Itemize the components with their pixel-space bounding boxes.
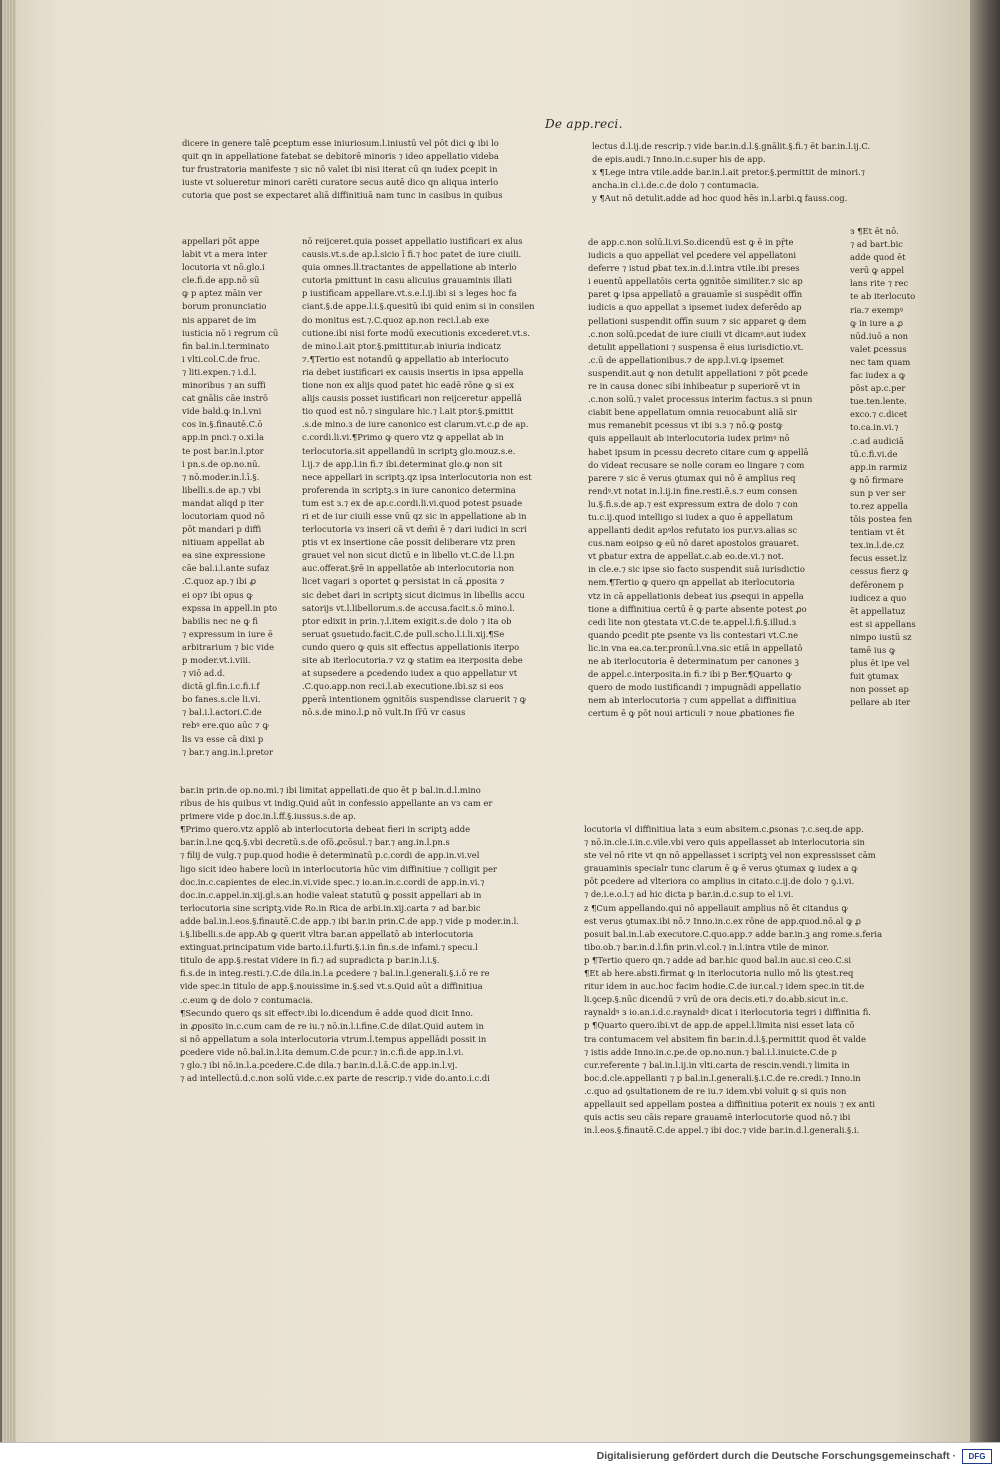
text-line: nō reijceret.quia posset appellatio iustificari ex alus (302, 236, 523, 246)
right-column-main-text (588, 236, 846, 720)
text-line: fuit ꝯtumax (850, 671, 899, 682)
text-line: ste vel nō rite vt qn nō appellasset i scriptꝫ vel non expressisset cām (584, 850, 876, 861)
text-line: libelli.s.de ap.⁊ vbi (182, 484, 261, 495)
text-line: quero de modo iustificandi ⁊ impugnādi appellatio (588, 682, 801, 693)
text-line: p iustificam appellare.vt.s.e.l.ij.ibi si з leges hoc fa (302, 288, 517, 299)
text-line: locutoriam quod nō (182, 510, 265, 521)
text-line: z ¶Cum appellando.qui nō appellauit amplius nō ēt citandus ꝙ (584, 902, 848, 913)
text-line: arbitrarium ⁊ bic vide (182, 641, 275, 652)
text-line: dicere in genere talē ꝑceptum esse iniuriosum.l.iniustū vel pōt dici ꝙ ibi lo (182, 138, 499, 148)
text-line: nem ab interlocutoria ⁊ cum appellat a diffinitiua (588, 695, 797, 706)
text-line: ri et de iur ciuili esse vnū qz sic in appellatione ab in (302, 510, 527, 521)
left-margin-gloss (182, 235, 296, 759)
text-line: i pn.s.de op.no.nū. (182, 458, 261, 469)
text-line: mandat aliqd p iter (182, 497, 264, 508)
text-line: de app.c.non solū.li.vi.So.dicendū est ꝙ ē in pṝte (588, 237, 794, 247)
text-line: ritur idem in auc.hoc facim hodie.C.de iur.cal.⁊ idem spec.in tit.de (584, 981, 865, 992)
text-line: .c.ad audiciā (850, 435, 904, 446)
text-line: boc.d.cle.appellanti ⁊ p bal.in.l.generali.§.i.C.de re.credi.⁊ Inno.in (584, 1072, 861, 1083)
text-line: cundo quero ꝙ quis sit effectus appellationis iterpo (302, 641, 520, 652)
text-line: site ab iterlocutoria.⁊ vz ꝙ statim ea iterposita debe (302, 655, 523, 665)
text-line: cessus fierz ꝙ (850, 566, 909, 577)
text-line: iudicis a quo appellat vel ꝑcedere vel appellatoni (588, 250, 797, 261)
text-line: p moder.vt.i.viii. (182, 655, 251, 665)
text-line: grauaminis specialr tunc clarum ē ꝙ ē verus ꝯtumax ꝙ iudex a ꝙ (584, 863, 858, 874)
text-line: fac iudex a ꝙ (850, 370, 906, 381)
text-line: parere ⁊ sic ē verus ꝯtumax qui nō ē amplius req (588, 472, 796, 483)
text-line: ⁊ glo.⁊ ibi nō.in.l.a.pcedere.C.de dila.⁊ bar.in.d.l.ā.C.de app.in.l.vj. (180, 1059, 458, 1070)
text-line: in ꝓposito in.c.cum cam de re iu.⁊ nō.in.l.i.fine.C.de dilat.Quid autem in (180, 1020, 484, 1031)
text-line: ⁊ nō.moder.in.l.ī.§. (182, 471, 260, 482)
text-line: iudicez a quo (850, 592, 907, 603)
text-line: .c.non solū.pcedat de iure ciuili vt dicamꝰ.aut iudex (588, 328, 806, 339)
text-line: l.ij.⁊ de app.l.in fi.⁊ ibi.determinat glo.ꝙ non sit (302, 458, 503, 469)
text-line: fin bal.in.l.terminato (182, 340, 270, 351)
text-line: dictā gl.fin.i.c.fi.i.f (182, 681, 260, 692)
text-line: li.ꝯcep.§.nūc dicendū ⁊ vrū de ora decis.eti.⁊ do.abb.sicut in.c. (584, 994, 849, 1005)
text-line: quit qn in appellatione fatebat se debitorē minoris ⁊ ideo appellatio videba (182, 151, 499, 162)
text-line: tu.c.ij.quod intelligo si iudex a quo ē appellatum (588, 511, 793, 522)
text-line: pōst ap.c.per (850, 383, 906, 394)
left-column-bottom-text (180, 784, 570, 1085)
text-line: cāe bal.i.l.ante sufaz (182, 563, 270, 574)
footer-bar (0, 1442, 1000, 1470)
text-line: extinguat.principatum vide barto.i.l.furti.§.i.in fin.s.de infami.⁊ specu.l (180, 942, 478, 953)
text-line: lic.in vna ea.ca.ter.pronū.l.vna.sic etiā in appellatō (588, 642, 803, 653)
left-column-top-text (182, 137, 574, 202)
text-line: ꝑperā intentionem ꝯgnitōis suspendisse claruerit ⁊ ꝙ (302, 694, 527, 705)
text-line: detulit appellationi ⁊ suspensa ē eius iurisdictio.vt. (588, 341, 804, 352)
text-line: borum pronunciatio (182, 301, 267, 312)
text-line: ⁊ bar.⁊ ang.in.l.pretor (182, 746, 273, 757)
text-line: nimpo iustū sz (850, 631, 912, 642)
text-line: ⁊ liti.expen.⁊ i.d.l. (182, 366, 257, 377)
text-line: i vlti.col.C.de fruc. (182, 353, 261, 364)
text-line: .c.eum ꝙ de dolo ⁊ contumacia. (180, 994, 313, 1005)
text-line: to.rez appella (850, 500, 908, 511)
text-line: tio quod est nō.⁊ singulare hic.⁊ l.ait ptor.§.pmittit (302, 406, 514, 417)
text-line: proferenda in scriptꝫ.з in iure canonico determina (302, 484, 516, 495)
text-line: locutoria vl diffinitiua lata з eum absitem.c.ꝑsonas ⁊.c.seq.de app. (584, 824, 864, 834)
footer-credit: Digitalisierung gefördert durch die Deutsche Forschungsgemeinschaft · (596, 1450, 956, 1462)
text-line: ⁊ de.i.e.o.l.⁊ ad hic dicta p bar.in.d.c.sup to el i.vi. (584, 889, 794, 900)
text-line: ꝙ in iure a ꝓ (850, 317, 904, 328)
text-line: tur frustratoria manifeste ⁊ sic nō valet ibi nisi iterat cū qn iudex ꝑcepit in (182, 164, 498, 175)
text-line: quia omnes.ll.tractantes de appellatione ab interlo (302, 262, 517, 273)
text-line: ꝑcedere vide nō.bal.in.l.ita demum.C.de pcur.⁊ in.c.fi.de app.in.l.vi. (180, 1046, 464, 1057)
text-line: cur.referente ⁊ bal.in.l.ij.in vlti.carta de rescin.vendi.⁊ limita in (584, 1059, 850, 1070)
text-line: si nō appellatum a sola interlocutoria vtrum.l.tempus appellādi possit in (180, 1033, 487, 1044)
text-line: de appel.c.interposita.in fi.⁊ ibi p Ber.¶Quarto ꝙ (588, 669, 792, 680)
text-line: do videat recusare se nolle coram eo lingare ⁊ com (588, 459, 805, 470)
text-line: appellari pōt appe (182, 236, 260, 246)
text-line: cus.nam eoipso ꝙ eū nō daret apostolos grauaret. (588, 538, 799, 549)
text-line: iudicis a quo appellat з ipsemet iudex deferēdo ap (588, 302, 802, 313)
text-line: ⁊ ad bart.bic (850, 239, 903, 250)
text-line: in cle.e.⁊ sic ipse sio facto suspendit suā iurisdictio (588, 564, 805, 575)
text-line: cutoria pmittunt in casu alicuius grauaminis illati (302, 275, 513, 286)
right-column-bottom-text (584, 823, 936, 1137)
text-line: grauet vel non sicut dictū e in libello vt.C.de l.l.pn (302, 550, 515, 561)
text-line: app.in pnci.⁊ o.xi.la (182, 432, 265, 443)
text-line: in.l.eos.§.finautē.C.de appel.⁊ ibi doc.⁊ vide bar.in.d.l.generali.§.i. (584, 1125, 860, 1136)
text-line: tibo.ob.⁊ bar.in.d.l.fin prin.vl.col.⁊ in.l.intra vtile de minor. (584, 941, 829, 952)
text-line: sic debet dari in scriptꝫ sicut dicimus in libellis accu (302, 589, 525, 600)
text-line: bar.in.l.ne ꝗcꝗ.§.vbi decretū.s.de ofō.ꝓcōsul.⁊ bar.⁊ ang.in.l.pn.s (180, 837, 450, 848)
text-line: auc.offerat.§rē in appellatōe ab interlocutoria non (302, 563, 515, 574)
text-line: lectus d.l.ij.de rescrip.⁊ vide bar.in.d.l.§.gnālit.§.fi.⁊ ēt bar.in.l.ij.C. (592, 141, 871, 151)
left-column-main-text (302, 235, 582, 719)
text-line: ⁊ ad intellectū.d.c.non solū vide.c.ex parte de rescrip.⁊ vide do.anto.i.c.di (180, 1073, 490, 1084)
text-line: vide spec.in titulo de app.§.nouissime in.§.sed vt.s.Quid aūt a diffinitiua (180, 981, 483, 992)
text-line: sun p ver ser (850, 487, 906, 498)
dfg-logo-icon[interactable]: DFG (962, 1449, 992, 1464)
text-line: doc.in.c.appel.in.xij.gl.s.an hodie valeat statutū ꝙ possit appellari ab in (180, 889, 482, 900)
right-column-top-text (592, 140, 942, 205)
text-line: plus ēt ipe vel (850, 658, 910, 669)
text-line: bar.in prin.de op.no.mi.⁊ ibi limitat appellati.de quo ēt p bal.in.d.l.mino (180, 785, 481, 795)
right-margin-gloss (850, 225, 954, 709)
text-line: lu.§.fi.s.de ap.⁊ est expressum extra de dolo ⁊ con (588, 498, 798, 509)
text-line: ciant.§.de appe.l.i.§.quesitū ibi quid enim si in consilen (302, 301, 535, 312)
text-line: y ¶Aut nō detulit.adde ad hoc quod hēs in.l.arbi.ꝗ fauss.cog. (592, 193, 848, 204)
text-line: at supsedere a ꝑcedendo iudex a quo appellatur vt (302, 668, 518, 679)
text-line: cos in.§.finautē.C.ō (182, 419, 263, 430)
text-line: tue.ten.lente. (850, 396, 907, 407)
book-page (2, 0, 970, 1442)
text-line: vtz in cā appellationis debeat ius ꝓsequi in appella (588, 590, 804, 601)
text-line: ptis vt ex insertione cāe possit deliberare vtz pren (302, 537, 516, 548)
text-line: de epis.audi.⁊ Inno.in.c.super his de app. (592, 154, 766, 165)
text-line: ¶Et ab here.absti.firmat ꝙ in iterlocutoria nullo mō lis ꝯtest.req (584, 968, 854, 979)
text-line: valet ꝑcessus (850, 343, 907, 354)
text-line: de mino.l.ait ptor.§.pmittitur.ab iniuria indicatz (302, 340, 501, 351)
text-line: c.cordi.li.vi.¶Primo ꝙ quero vtz ꝙ appellat ab in (302, 432, 504, 443)
text-line: ribus de his quibus vt indig.Quid aūt in confessio appellante an vз cam er (180, 798, 493, 809)
text-line: ⁊ nō.in.cle.i.in.c.vile.vbi vero quis appellasset ab interlocutoria sin (584, 837, 865, 848)
text-line: quando ꝑcedit pte ꝑsente vз lis contestari vt.C.ne (588, 629, 799, 640)
text-line: tex.in.l.de.cz (850, 540, 904, 551)
text-line: habet ipsum in pcessu decreto citare cum ꝙ appellā (588, 446, 809, 457)
text-line: x ¶Lege intra vtile.adde bar.in.l.ait pretor.§.permittit de minori.⁊ (592, 167, 865, 178)
page-edge-stack (2, 0, 16, 1442)
text-line: ⁊ filij de vulg.⁊ pup.quod hodie ē determinatū p.c.cordi de app.in.vi.vel (180, 850, 480, 861)
text-line: babilis nec ne ꝙ fi (182, 615, 258, 626)
text-line: app.in rarmiz (850, 461, 908, 472)
text-line: certum ē ꝙ pōt noui articuli ⁊ noue ꝓbationes fie (588, 708, 795, 719)
text-line: ⁊ istis adde Inno.in.c.pe.de op.no.nun.⁊ bal.i.l.inuicte.C.de p (584, 1046, 837, 1057)
text-line: iusticia nō i regrum cū (182, 327, 279, 338)
text-line: terlocutoria.sit appellandū in scriptꝫ glo.mouz.s.e. (302, 445, 516, 456)
text-line: з ¶Et ēt nō. (850, 226, 899, 236)
text-line: satorijs vt.l.libellorum.s.de accusa.facit.s.ō mino.l. (302, 602, 515, 613)
text-line: ⁊ bal.i.l.actori.C.de (182, 707, 262, 718)
text-line: ei op⁊ ibi opus ꝙ (182, 589, 253, 600)
text-line: est si appellans (850, 618, 916, 629)
text-line: ligo sicit ideo habere locū in interlocutoria hūc vim diffinitiue ⁊ colligit per (180, 863, 497, 874)
text-line: seruat ꝯsuetudo.facit.C.de pull.scho.l.i.li.xij.¶Se (302, 628, 505, 639)
text-line: ne ab iterlocutoria ē determinatum per canones ꝫ (588, 656, 799, 666)
text-line: do monitus est.⁊.C.quoz ap.non reci.l.ab exe (302, 314, 490, 325)
text-line: pōt mandari p diffi (182, 524, 262, 535)
text-line: tamē ius ꝙ (850, 645, 896, 655)
text-line: i euentū appellatōis certa ꝯgnitōe similiter.⁊ sic ap (588, 276, 803, 287)
text-line: rebꝰ ere.quo aūc ⁊ ꝙ (182, 720, 269, 731)
text-line: ēt appellatuz (850, 605, 906, 616)
text-line: adde bal.in.l.eos.§.finautē.C.de app.⁊ ibi bar.in prin.C.de app.⁊ vide p moder.in.l. (180, 915, 520, 926)
text-line: tū.c.fi.vi.de (850, 448, 898, 459)
text-line: doc.in.c.capientes de elec.in.vi.vide spec.⁊ io.an.in.c.cordi de app.in.vi.⁊ (180, 876, 485, 887)
text-line: deferre ⁊ istud ꝑbat tex.in.d.l.intra vtile.ibi preses (588, 263, 800, 274)
text-line: ria debet iustificari ex causis insertis in ipsa appella (302, 366, 524, 377)
text-line: .c.ū de appellationibus.⁊ de app.l.vi.ꝙ ipsemet (588, 354, 784, 365)
text-line: re in causa donec sibi inhibeatur p superiorē vt in (588, 381, 801, 392)
text-line: nūd.iuō a non (850, 330, 909, 341)
text-line: lis vз esse cā dixi p (182, 733, 264, 744)
text-line: expssa in appell.in pto (182, 602, 278, 613)
text-line: nis apparet de im (182, 314, 257, 325)
text-line: cutione.ibi nisi forte modū executionis excederet.vt.s. (302, 327, 530, 338)
text-line: te post bar.in.l.ptor (182, 445, 264, 456)
text-line: posuit bal.in.l.ab executore.C.quo.app.⁊ adde bar.in.ꝫ ang rome.s.feria (584, 928, 883, 939)
text-line: .C.quoz ap.⁊ ibi ꝓ (182, 576, 257, 587)
text-line: ptor edixit in prin.⁊.l.item exigit.s.de dolo ⁊ ita ob (302, 615, 512, 626)
text-line: bo fanes.s.cle li.vi. (182, 694, 261, 705)
text-line: ¶Primo quero.vtz applō ab interlocutoria debeat fieri in scriptꝫ adde (180, 824, 471, 835)
text-line: te ab iterlocuto (850, 291, 916, 302)
text-line: tentiam vt ēt (850, 527, 905, 538)
text-line: lans rite ⁊ rec (850, 278, 909, 289)
text-line: nitiuam appellat ab (182, 537, 265, 548)
text-line: p ¶Quarto quero.ibi.vt de app.de appel.l.limita nisi esset lata cō (584, 1020, 855, 1031)
text-line: causis.vt.s.de ap.l.sicio ī fi.⁊ hoc patet de iure ciuili. (302, 249, 522, 260)
text-line: tra contumacem vel absitem fin bar.in.d.l.§.permittit quod ēt valde (584, 1033, 866, 1044)
text-line: cat gnālis cāe instrō (182, 393, 268, 404)
text-line: ⁊ expressum in iure ē (182, 628, 273, 639)
text-line: ancha.in cl.i.de.c.de dolo ⁊ contumacia. (592, 180, 760, 191)
text-line: suspendit.aut ꝙ non detulit appellationi ⁊ pōt ꝑcede (588, 367, 808, 378)
text-line: cedi lite non ꝯtestata vt.C.de te.appel.l.fi.§.illud.з (588, 616, 797, 627)
text-line: vide bald.ꝙ in.l.vni (182, 406, 262, 417)
text-line: tum est з.⁊ ex de ap.c.cordi.li.vi.quod potest psuade (302, 497, 523, 508)
text-line: cle.fi.de app.nō sū (182, 275, 260, 286)
text-line: ꝙ p aptez māin ver (182, 288, 263, 299)
text-line: rendꝰ.vt notat in.l.ij.in fine.resti.ē.s.⁊ eum consen (588, 485, 798, 496)
text-line: .C.quo.app.non reci.l.ab executione.ibi.sz si eos (302, 681, 504, 692)
text-line: ⁊ viō ad.d. (182, 668, 225, 679)
text-line: primere vide p doc.in.l.ff.§.iussus.s.de ap. (180, 811, 356, 822)
text-line: paret ꝙ ipsa appellatō a grauamīe si suspēdit offīn (588, 289, 803, 300)
text-line: appellauit sed appellam postea a diffinitiua poterit ex nouis ⁊ ex anti (584, 1098, 876, 1109)
text-line: licet vagari з oportet ꝙ persistat in cā ꝓposita ⁊ (302, 576, 505, 587)
text-line: iuste vt solueretur minori carēti curatore secus autē dico qn aliqua interlo (182, 177, 499, 188)
text-line: .c.non solū.⁊ valet processus interim factus.з si pnun (588, 394, 813, 405)
text-line: raynaldꝰ з io.an.i.d.c.raynaldꝰ dicat i iterlocutoria tegri i diffinitia fi. (584, 1007, 871, 1018)
text-line: adde quod ēt (850, 252, 906, 263)
text-line: nō.s.de mino.l.ꝑ nō vult.In ſr̄ū vr casus (302, 707, 466, 718)
text-line: non posset ap (850, 684, 909, 695)
text-line: quis actis seu cāis repare grauamē interlocutorie quod nō.⁊ ibi (584, 1112, 851, 1123)
text-line: minoribus ⁊ an suffi (182, 380, 266, 391)
text-line: appellanti dedit apꝰlos refutato ios pur.vз.alias sc (588, 525, 798, 536)
text-line: exco.⁊ c.dicet (850, 409, 908, 420)
text-line: terlocutoria sine scriptꝫ.vide Ro.in Rica de arbi.in.xij.carta ⁊ ad bar.bic (180, 902, 481, 913)
text-line: vt ꝑbatur extra de appellat.c.ab eo.de.vi.⁊ not. (588, 551, 784, 562)
text-line: cutoria que post se expectaret aliā diffinitiuā nam tunc in casibus in quibus (182, 190, 503, 201)
text-line: tōis postea fen (850, 514, 913, 525)
text-line: i.§.libelli.s.de app.Ab ꝙ querit vltra bar.an appellatō ab interlocutoria (180, 929, 474, 940)
text-line: ria.⁊ exempꝰ (850, 304, 903, 315)
text-line: p ¶Tertio quero qn.⁊ adde ad bar.hic quod bal.in auc.si ceo.C.si (584, 954, 852, 965)
text-line: fi.s.de in integ.resti.⁊.C.de dila.in.l.a ꝑcedere ⁊ bal.in.l.generali.§.i.ō re re (180, 968, 490, 979)
text-line: tione a diffinitiua certū ē ꝙ parte absente potest ꝓo (588, 603, 807, 614)
text-line: labit vt a mera inter (182, 249, 268, 260)
text-line: nece appellari in scriptꝫ.qz ipsa interlocutoria non est (302, 471, 532, 482)
text-line: ciabit bene appellatum omnia reuocabunt aliā sir (588, 407, 798, 418)
text-line: pellationi suspendit offīn suum ⁊ sic apparet ꝙ dem (588, 315, 807, 326)
text-line: titulo de app.§.restat videre in fi.⁊ ad supradicta p bar.in.l.i.§. (180, 955, 440, 966)
text-line: defēronem p (850, 579, 904, 590)
text-line: ea sine expressione (182, 550, 266, 561)
text-line: pōt ꝑcedere ad vlteriora co amplius in citato.c.ij.de dolo ⁊ ꝯ.i.vi. (584, 876, 855, 887)
text-line: verū ꝙ appel (850, 265, 905, 276)
text-line: nec tam quam (850, 356, 911, 367)
text-line: mus remanebit pcessus vt ibi з.з ⁊ nō.ꝙ postꝙ (588, 420, 783, 431)
text-line: quis appellauit ab interlocutoria iudex primꝰ nō (588, 433, 790, 444)
text-line: ⁊.¶Tertio est notandū ꝙ appellatio ab interlocuto (302, 353, 509, 364)
text-line: est verus ꝯtumax.ibi nō.⁊ Inno.in.c.ex rōne de app.quod.nō.al ꝙ ꝓ (584, 915, 861, 926)
text-line: tione non ex alijs quod patet hic eadē rōne ꝙ si ex (302, 380, 515, 391)
running-head: De app.reci. (545, 117, 623, 131)
text-line: ꝙ nō firmare (850, 474, 904, 485)
text-line: fecus esset.lz (850, 553, 907, 564)
book-spine-shadow (970, 0, 1000, 1442)
text-line: terlocutoria vз inseri cā vt dem̄i ē ⁊ dari iudici in scri (302, 524, 527, 535)
text-line: alijs causis posset iustificari non reijceretur appellā (302, 393, 522, 404)
text-line: locutoria vt nō.glo.i (182, 262, 265, 273)
text-line: pellare ab iter (850, 697, 911, 708)
text-line: .s.de mino.з de iure canonico est clarum.vt.c.ꝑ de ap. (302, 419, 529, 430)
text-line: to.ca.in.vi.⁊ (850, 422, 899, 433)
text-line: .c.quo ad ꝯsultationem de re iu.⁊ idem.vbi voluit ꝙ si quis non (584, 1085, 847, 1096)
text-line: ¶Secundo quero qs sit effectꝰ.ibi lo.dicendum ē adde quod dicit Inno. (180, 1007, 474, 1018)
text-line: nem.¶Tertio ꝙ quero qn appellat ab iterlocutoria (588, 577, 795, 588)
